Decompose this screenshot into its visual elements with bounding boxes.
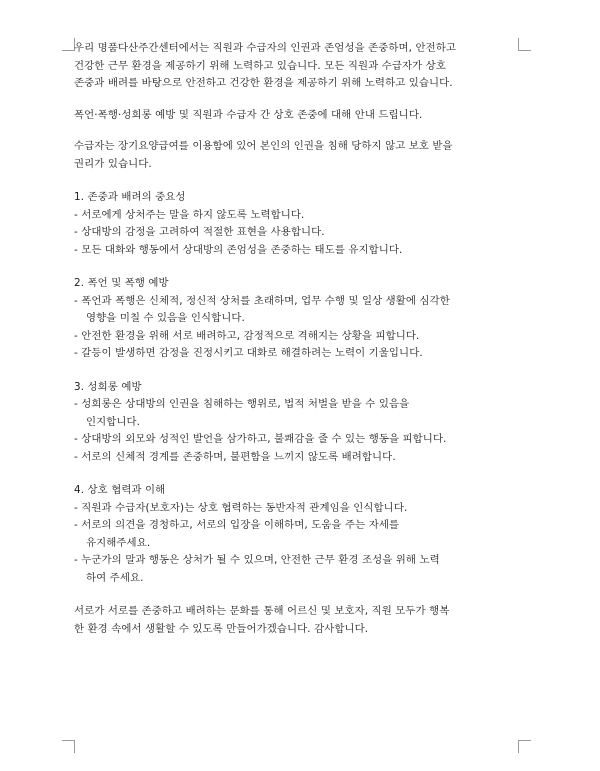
section-title: 3. 성희롱 예방 (74, 380, 142, 393)
section-line: - 갈등이 발생하면 감정을 진정시키고 대화로 해결하려는 노력이 기울입니다. (74, 347, 423, 359)
page-corner-mark-bottom-left (62, 740, 75, 753)
notice-paragraph: 폭언·폭행·성희롱 예방 및 직원과 수급자 간 상호 존중에 대해 안내 드립니다. (74, 108, 423, 121)
section-line: 인지합니다. (86, 415, 141, 428)
section-line: 영향을 미칠 수 있음을 인식합니다. (86, 312, 245, 324)
intro-paragraph (74, 40, 530, 93)
closing-line: 한 환경 속에서 생활할 수 있도록 만들어가겠습니다. 감사합니다. (74, 622, 369, 635)
section-title: 2. 폭언 및 폭행 예방 (74, 277, 169, 289)
section-harassment-prevention (74, 379, 530, 467)
intro-line: 우리 명품다산주간센터에서는 직원과 수급자의 인권과 존엄성을 존중하며, 안전하고 (74, 42, 457, 54)
section-title: 4. 상호 협력과 이해 (74, 484, 166, 496)
section-violence-prevention (74, 275, 530, 363)
section-line: - 서로의 의견을 경청하고, 서로의 입장을 이해하며, 도움을 주는 자세를 (74, 519, 400, 531)
intro-line: 건강한 근무 환경을 제공하기 위해 노력하고 있습니다. 모든 직원과 수급자가 상호 (74, 59, 446, 72)
rights-paragraph (74, 138, 530, 173)
document-page (74, 40, 530, 638)
section-line: 하여 주세요. (86, 571, 144, 584)
section-line: - 서로에게 상처주는 말을 하지 않도록 노력합니다. (74, 208, 305, 221)
closing-paragraph (74, 603, 530, 638)
section-line: 유지해주세요. (86, 536, 151, 549)
section-line: - 누군가의 말과 행동은 상처가 될 수 있으며, 안전한 근무 환경 조성을 위해 노력 (74, 554, 440, 566)
section-line: - 안전한 환경을 위해 서로 배려하고, 감정적으로 격해지는 상황을 피합니다. (74, 329, 420, 342)
section-line: - 직원과 수급자(보호자)는 상호 협력하는 동반자적 관계임을 인식합니다. (74, 501, 408, 514)
section-line: - 폭언과 폭행은 신체적, 정신적 상처를 초래하며, 업무 수행 및 일상 생활에 심각한 (74, 294, 450, 307)
section-line: - 상대방의 외모와 성적인 발언을 삼가하고, 불쾌감을 줄 수 있는 행동을 피합니다. (74, 433, 447, 445)
section-respect (74, 189, 530, 259)
section-cooperation (74, 482, 530, 587)
section-line: - 상대방의 감정을 고려하여 적절한 표현을 사용합니다. (74, 226, 325, 238)
rights-line: 권리가 있습니다. (74, 157, 152, 170)
section-line: - 모든 대화와 행동에서 상대방의 존엄성을 존중하는 태도를 유지합니다. (74, 243, 403, 256)
rights-line: 수급자는 장기요양급여를 이용함에 있어 본인의 인권을 침해 당하지 않고 보호 받을 (74, 140, 453, 152)
intro-line: 존중과 배려를 바탕으로 안전하고 건강한 환경을 제공하기 위해 노력하고 있습니다. (74, 77, 453, 89)
closing-line: 서로가 서로를 존중하고 배려하는 문화를 통해 어르신 및 보호자, 직원 모두가 행복 (74, 605, 450, 617)
section-title: 1. 존중과 배려의 중요성 (74, 191, 186, 203)
page-corner-mark-bottom-right (518, 740, 531, 753)
section-line: - 성희롱은 상대방의 인권을 침해하는 행위로, 법적 처벌을 받을 수 있음을 (74, 398, 410, 410)
section-line: - 서로의 신체적 경계를 존중하며, 불편함을 느끼지 않도록 배려합니다. (74, 450, 396, 463)
